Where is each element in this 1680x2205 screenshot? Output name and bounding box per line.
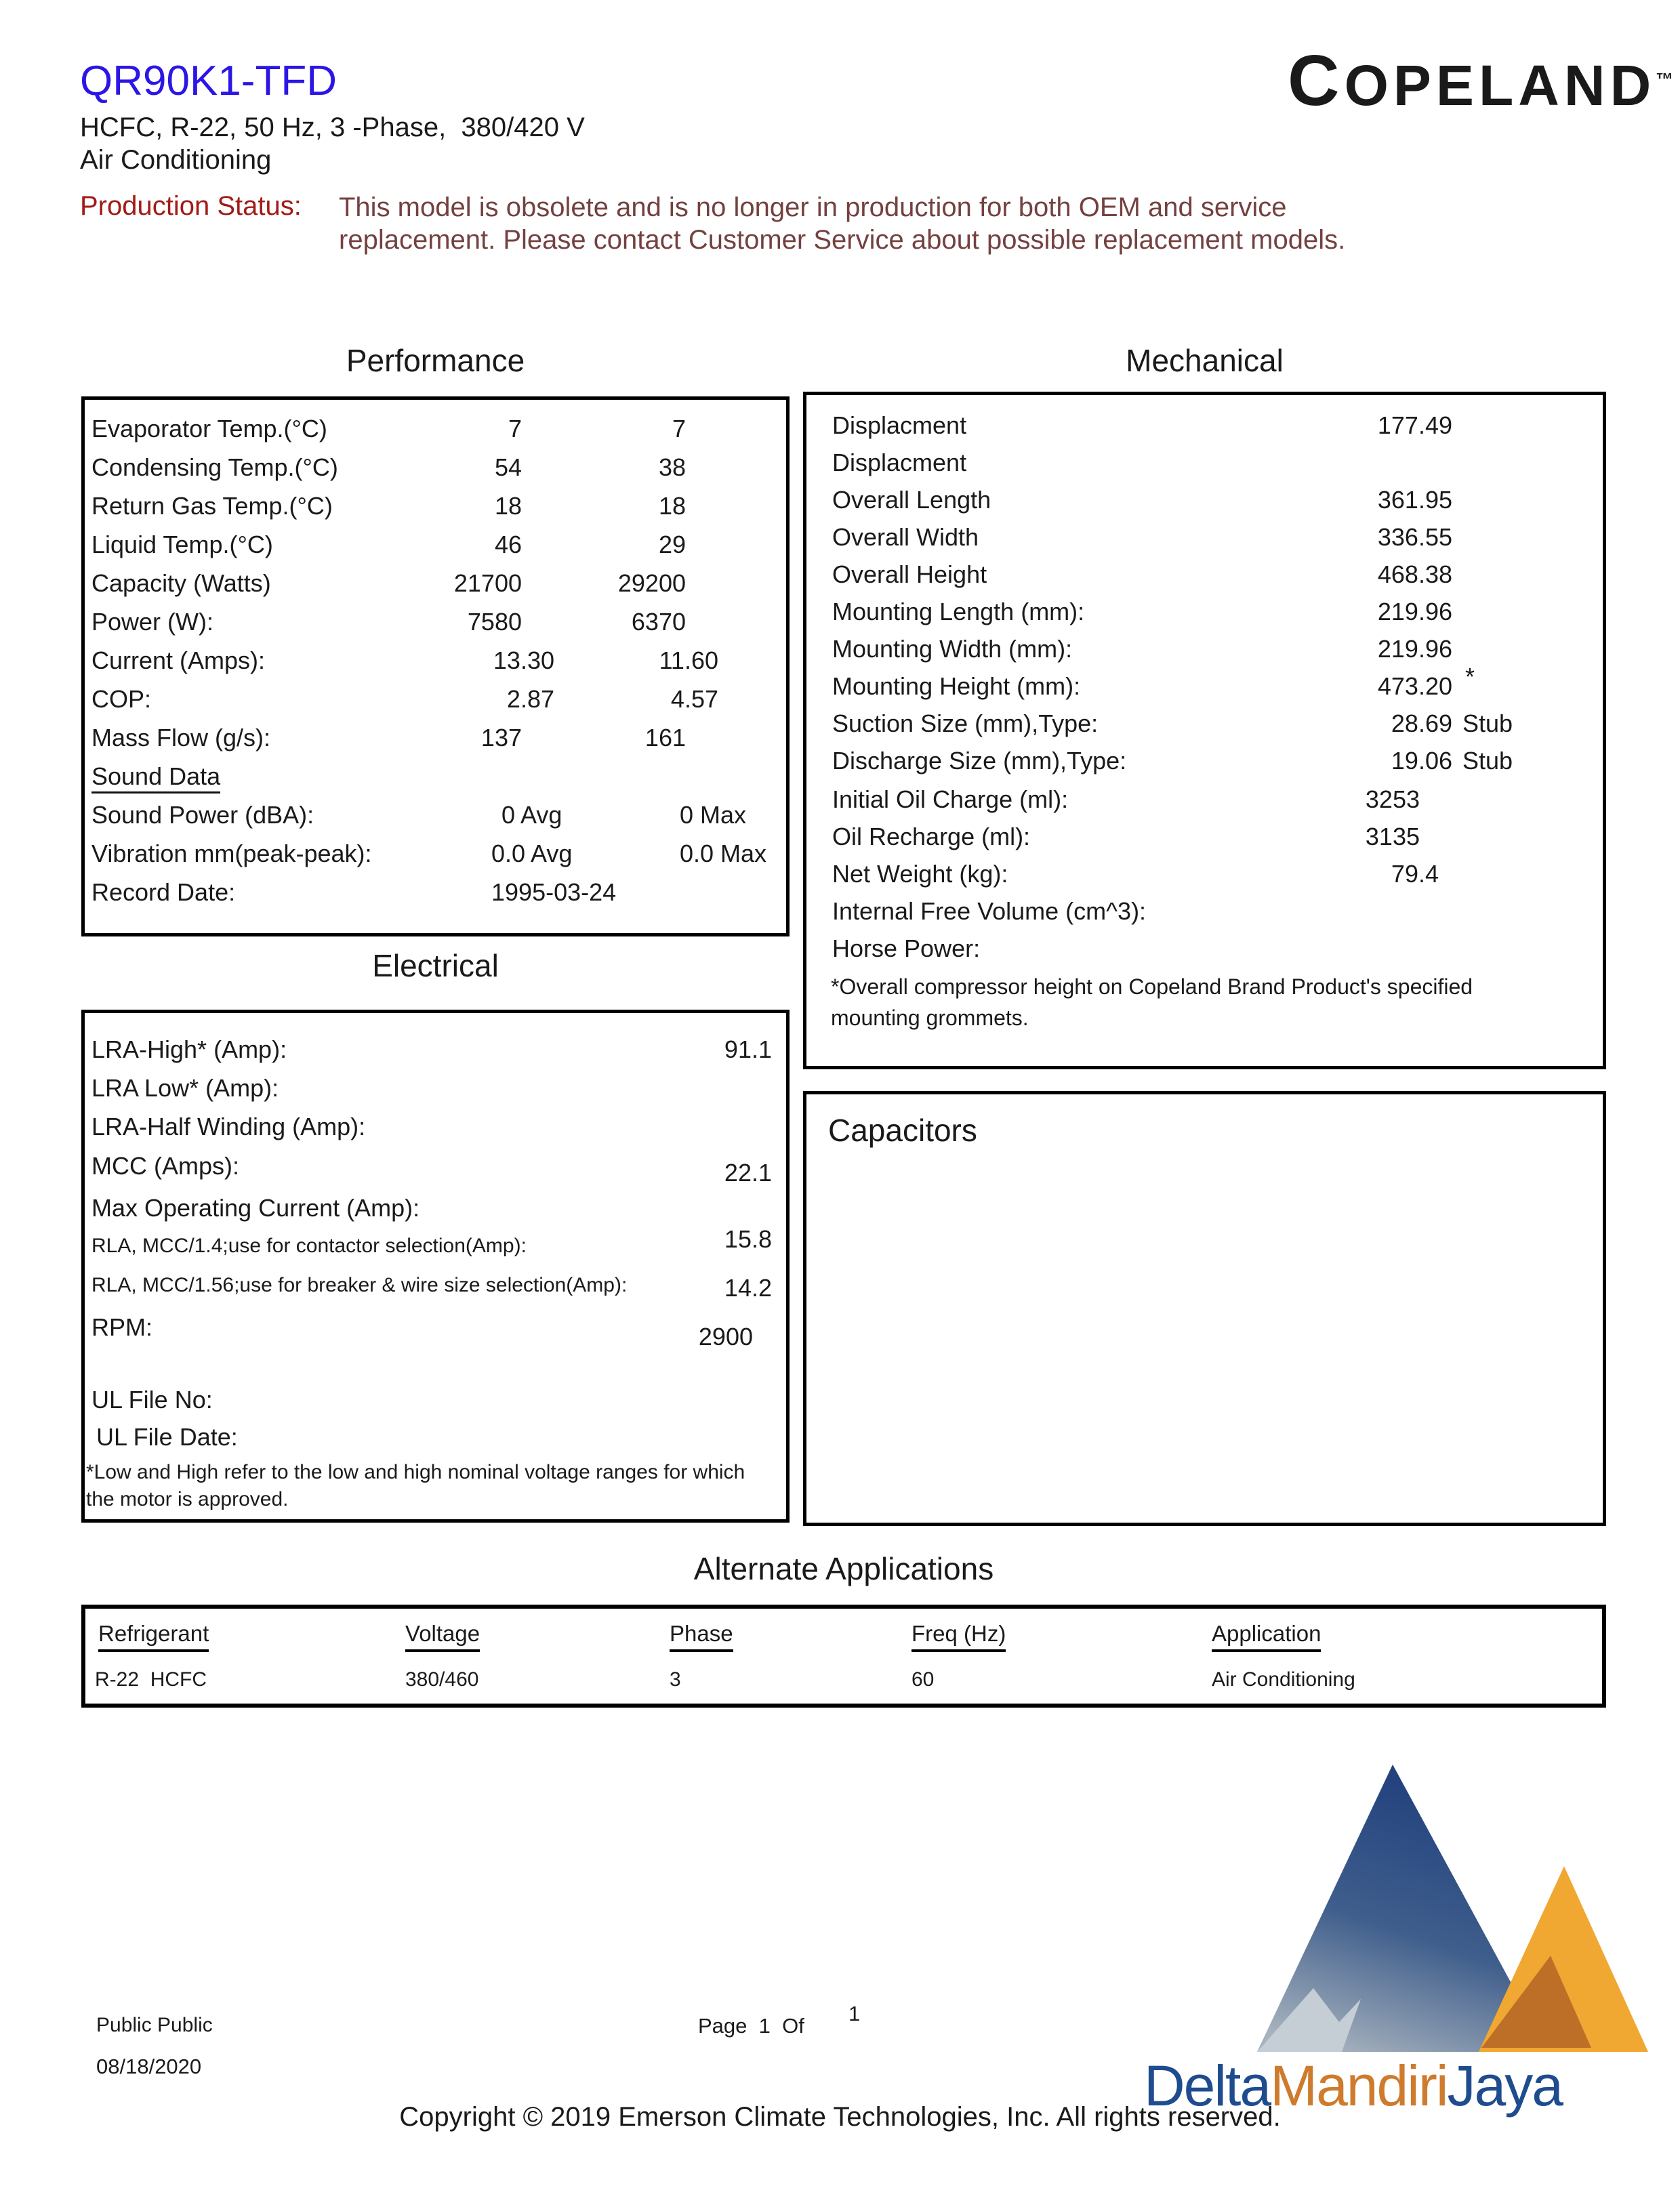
row-value-2: 29200 xyxy=(617,569,686,597)
alternate-applications-table xyxy=(81,1605,1606,1708)
electrical-table xyxy=(81,1010,790,1523)
wordmark-mandiri: Mandiri xyxy=(1270,2054,1448,2118)
table-row xyxy=(91,608,786,640)
row-label: RPM: xyxy=(91,1313,152,1341)
table-row xyxy=(91,724,786,756)
row-value-1: 7580 xyxy=(467,608,522,636)
row-value: 79.4 xyxy=(1391,860,1439,888)
row-value-suffix: Stub xyxy=(1462,709,1513,737)
row-label: Return Gas Temp.(°C) xyxy=(91,492,333,520)
row-label: Evaporator Temp.(°C) xyxy=(91,415,327,442)
table-row xyxy=(91,569,786,602)
table-row xyxy=(91,1035,786,1068)
row-value-2: 0 Max xyxy=(680,801,747,829)
cell-freq: 60 xyxy=(911,1668,935,1691)
row-value: 22.1 xyxy=(724,1159,772,1187)
row-value: 361.95 xyxy=(1377,486,1452,514)
table-row xyxy=(832,449,1603,481)
table-row xyxy=(832,635,1603,667)
row-value-1: 21700 xyxy=(453,569,522,597)
table-row xyxy=(91,801,786,833)
table-row xyxy=(91,646,786,679)
column-header-label: Phase xyxy=(670,1621,733,1652)
table-row xyxy=(91,762,786,795)
table-row xyxy=(91,1225,786,1267)
row-label: LRA Low* (Amp): xyxy=(91,1074,279,1102)
row-value: 219.96 xyxy=(1377,598,1452,625)
column-header-label: Freq (Hz) xyxy=(911,1621,1006,1652)
column-header-label: Refrigerant xyxy=(98,1621,209,1652)
row-label: Displacment xyxy=(832,411,967,439)
row-label: Mounting Width (mm): xyxy=(832,635,1073,663)
table-row xyxy=(91,453,786,486)
column-header-application xyxy=(1212,1621,1321,1647)
sound-data-heading: Sound Data xyxy=(91,762,220,794)
row-label: Discharge Size (mm),Type: xyxy=(832,747,1127,775)
row-label: MCC (Amps): xyxy=(91,1152,239,1180)
row-value-1: 0 Avg xyxy=(501,801,562,829)
row-value-2: 161 xyxy=(644,724,686,751)
column-header-label: Voltage xyxy=(405,1621,480,1652)
row-label: UL File Date: xyxy=(96,1423,238,1451)
row-label: Vibration mm(peak-peak): xyxy=(91,840,372,867)
column-header-phase xyxy=(670,1621,733,1647)
table-row xyxy=(832,860,1603,892)
row-value-1: 54 xyxy=(494,453,522,481)
production-status-label: Production Status: xyxy=(80,191,302,221)
cell-phase: 3 xyxy=(670,1668,681,1691)
row-label: Current (Amps): xyxy=(91,646,266,674)
table-row xyxy=(832,934,1603,967)
model-subtitle: HCFC, R-22, 50 Hz, 3 -Phase, 380/420 V xyxy=(80,112,585,142)
print-date: 08/18/2020 xyxy=(96,2055,202,2078)
mechanical-footnote: *Overall compressor height on Copeland Brand Product's specified mounting grommets. xyxy=(831,974,1473,1030)
table-row xyxy=(832,486,1603,518)
row-value-2: 4.57 xyxy=(670,685,718,713)
mechanical-section-title: Mechanical xyxy=(1126,343,1284,378)
row-label: Overall Height xyxy=(832,560,987,588)
row-label: Liquid Temp.(°C) xyxy=(91,531,273,558)
row-label: Mounting Length (mm): xyxy=(832,598,1085,625)
capacitors-section-title: Capacitors xyxy=(828,1113,977,1148)
row-label: Mass Flow (g/s): xyxy=(91,724,271,751)
row-label: Power (W): xyxy=(91,608,213,636)
row-value-1: 13.30 xyxy=(493,646,554,674)
wordmark-jaya: Jaya xyxy=(1447,2054,1562,2118)
row-value-1: 7 xyxy=(508,415,522,442)
row-value: 3135 xyxy=(1365,823,1420,850)
page-title: QR90K1-TFD xyxy=(80,58,337,104)
table-row xyxy=(91,1386,786,1418)
table-row xyxy=(832,897,1603,930)
column-header-freq xyxy=(911,1621,1006,1647)
row-value-2: 6370 xyxy=(631,608,686,636)
row-label: RLA, MCC/1.56;use for breaker & wire size selection(Amp): xyxy=(91,1274,628,1296)
row-value-2: 38 xyxy=(658,453,686,481)
row-value: 219.96 xyxy=(1377,635,1452,663)
row-label: Displacment xyxy=(832,449,967,476)
table-row xyxy=(91,1113,786,1145)
row-value-2: 11.60 xyxy=(659,646,718,674)
row-value-1: 137 xyxy=(480,724,522,751)
footnote-asterisk: * xyxy=(1465,663,1475,691)
table-row xyxy=(91,1194,786,1227)
performance-section-title: Performance xyxy=(346,343,525,378)
table-row xyxy=(91,1074,786,1107)
column-header-refrigerant xyxy=(98,1621,209,1647)
performance-table xyxy=(81,396,790,936)
row-label: Suction Size (mm),Type: xyxy=(832,709,1099,737)
table-row xyxy=(91,685,786,718)
row-value: 91.1 xyxy=(724,1035,772,1063)
table-row xyxy=(91,531,786,563)
cell-voltage: 380/460 xyxy=(405,1668,479,1691)
copeland-logo-initial: C xyxy=(1288,41,1345,121)
table-row xyxy=(91,878,786,911)
row-value-1: 2.87 xyxy=(506,685,554,713)
row-value: 468.38 xyxy=(1377,560,1452,588)
row-value-2: 7 xyxy=(672,415,686,442)
row-value: 3253 xyxy=(1365,785,1420,813)
row-label: Initial Oil Charge (ml): xyxy=(832,785,1069,813)
table-row xyxy=(91,1274,786,1306)
row-label: Horse Power: xyxy=(832,934,981,962)
mechanical-table xyxy=(803,392,1606,1069)
copyright-notice: Copyright © 2019 Emerson Climate Technologies, Inc. All rights reserved. xyxy=(399,2102,1281,2132)
table-row xyxy=(832,823,1603,855)
row-value: 336.55 xyxy=(1377,523,1452,551)
row-value: 177.49 xyxy=(1377,411,1452,439)
table-row xyxy=(832,598,1603,630)
table-row xyxy=(91,415,786,447)
column-header-voltage xyxy=(405,1621,480,1647)
row-value-2: 0.0 Max xyxy=(680,840,767,867)
row-label: Max Operating Current (Amp): xyxy=(91,1194,420,1222)
row-label: Capacity (Watts) xyxy=(91,569,271,597)
table-row xyxy=(91,492,786,524)
row-label: LRA-Half Winding (Amp): xyxy=(91,1113,366,1140)
row-value: 14.2 xyxy=(724,1274,772,1302)
cell-refrigerant: R-22 HCFC xyxy=(95,1668,207,1691)
row-label: Record Date: xyxy=(91,878,236,906)
cell-application: Air Conditioning xyxy=(1212,1668,1355,1691)
production-status-text: This model is obsolete and is no longer in production for both OEM and service replacement. Please contact Customer Service about possible replacement models. xyxy=(339,192,1346,255)
page-number: Page 1 Of xyxy=(698,2014,804,2038)
table-row xyxy=(832,523,1603,556)
row-label: Overall Width xyxy=(832,523,979,551)
row-value-2: 18 xyxy=(658,492,686,520)
table-row xyxy=(832,560,1603,593)
alternate-applications-title: Alternate Applications xyxy=(693,1551,994,1586)
row-label: LRA-High* (Amp): xyxy=(91,1035,287,1063)
row-label: Mounting Height (mm): xyxy=(832,672,1081,700)
table-row xyxy=(832,747,1603,779)
row-value: 28.69 xyxy=(1391,709,1452,737)
row-label: Oil Recharge (ml): xyxy=(832,823,1031,850)
row-value: 15.8 xyxy=(724,1225,772,1253)
row-value-suffix: Stub xyxy=(1462,747,1513,775)
row-label: COP: xyxy=(91,685,152,713)
copeland-logo-rest: OPELAND xyxy=(1344,54,1656,117)
row-label: Overall Length xyxy=(832,486,991,514)
row-label: Net Weight (kg): xyxy=(832,860,1008,888)
wordmark-delta: Delta xyxy=(1144,2054,1271,2118)
row-value-2: 29 xyxy=(658,531,686,558)
table-row xyxy=(832,709,1603,742)
row-value: 473.20 xyxy=(1377,672,1452,700)
copeland-logo xyxy=(1288,41,1674,121)
row-value-1: 18 xyxy=(494,492,522,520)
row-label: UL File No: xyxy=(91,1386,213,1414)
row-value: 2900 xyxy=(698,1323,753,1351)
row-value-1: 0.0 Avg xyxy=(491,840,573,867)
column-header-label: Application xyxy=(1212,1621,1321,1652)
classification-text: Public Public xyxy=(96,2014,213,2036)
table-row xyxy=(91,1152,786,1187)
table-row xyxy=(832,785,1603,818)
electrical-section-title: Electrical xyxy=(372,948,499,983)
trademark-symbol: ™ xyxy=(1656,69,1674,89)
page-total: 1 xyxy=(848,2002,861,2025)
row-label: RLA, MCC/1.4;use for contactor selection(Amp): xyxy=(91,1235,527,1257)
row-value-1: 46 xyxy=(494,531,522,558)
row-value: 19.06 xyxy=(1391,747,1452,775)
row-label: Condensing Temp.(°C) xyxy=(91,453,338,481)
row-label: Sound Power (dBA): xyxy=(91,801,314,829)
table-row xyxy=(91,840,786,872)
electrical-footnote: *Low and High refer to the low and high nominal voltage ranges for which the motor is approved. xyxy=(86,1461,745,1510)
capacitors-panel xyxy=(803,1091,1606,1526)
model-application: Air Conditioning xyxy=(80,145,272,175)
row-label: Internal Free Volume (cm^3): xyxy=(832,897,1147,925)
table-row xyxy=(96,1423,786,1456)
table-row xyxy=(832,411,1603,444)
delta-mandiri-jaya-logo xyxy=(1139,1732,1654,2056)
record-date-value: 1995-03-24 xyxy=(491,878,617,906)
table-row xyxy=(832,663,1603,705)
table-row xyxy=(91,1313,786,1351)
